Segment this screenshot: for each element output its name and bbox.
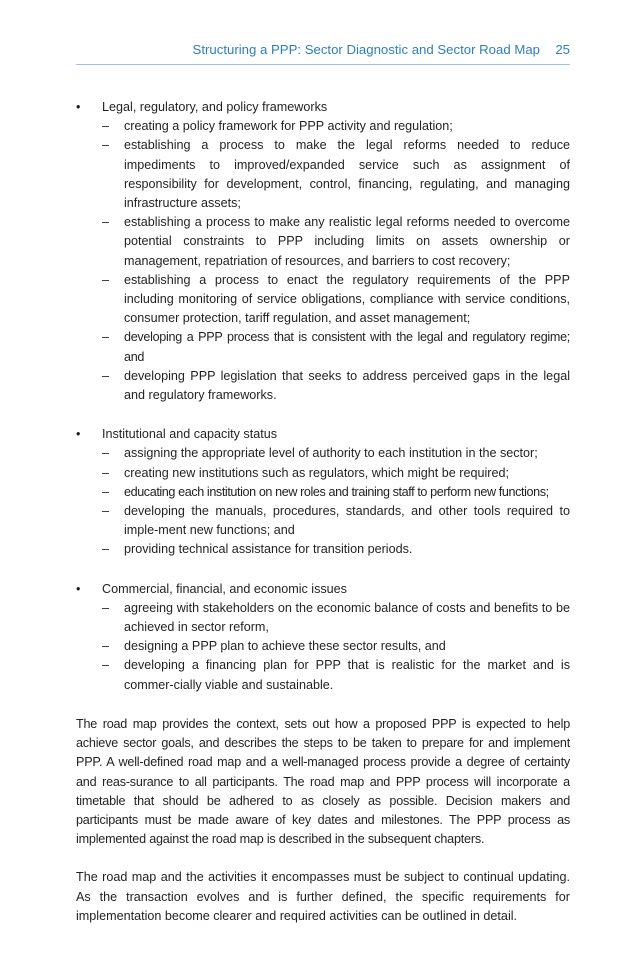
list-item — [76, 637, 570, 656]
sub-list — [76, 599, 570, 695]
dash-marker: – — [102, 484, 110, 499]
bullet-marker: • — [76, 100, 81, 114]
sub-list — [76, 444, 570, 559]
dash-marker: – — [102, 119, 110, 134]
list-item — [76, 271, 570, 329]
list-item-text: agreeing with stakeholders on the economic balance of costs and benefits to be achieved in sector reform, — [124, 600, 570, 635]
bullet-group-legal — [76, 98, 570, 405]
dash-marker: – — [102, 639, 110, 654]
list-item — [76, 656, 570, 694]
bullet-marker: • — [76, 427, 81, 442]
header-title: Structuring a PPP: Sector Diagnostic and Sector Road Map — [192, 42, 540, 57]
bullet-group-commercial — [76, 580, 570, 695]
sub-list — [76, 117, 570, 405]
header-rule — [76, 64, 570, 65]
list-item-text: establishing a process to enact the regulatory requirements of the PPP including monitoring of service obligations, compliance with service conditions, consumer protection, tariff regulation, and asset management; — [124, 272, 570, 326]
page-number: 25 — [555, 42, 570, 57]
dash-marker: – — [102, 138, 110, 153]
dash-marker: – — [102, 215, 110, 230]
list-item-text: assigning the appropriate level of authority to each institution in the sector; — [124, 446, 538, 461]
list-item-text: developing PPP legislation that seeks to address perceived gaps in the legal and regulatory frameworks. — [124, 368, 570, 403]
list-item — [76, 540, 570, 559]
list-item-text: developing a financing plan for PPP that is realistic for the market and is commer-cially viable and sustainable. — [124, 658, 570, 692]
bullet-label: Commercial, financial, and economic issues — [102, 581, 347, 596]
list-item — [76, 444, 570, 463]
dash-marker: – — [102, 542, 110, 557]
body-paragraph: The road map and the activities it encompasses must be subject to continual updating. As the transaction evolves and is further defined, the specific requirements for implementation become clearer and required activities can be outlined in detail. — [76, 870, 570, 923]
page-body — [76, 98, 570, 945]
list-item — [76, 464, 570, 483]
dash-marker: – — [102, 600, 110, 615]
list-item-text: providing technical assistance for transition periods. — [124, 542, 413, 557]
list-item-text: developing a PPP process that is consistent with the legal and regulatory regime; and — [124, 330, 570, 364]
list-item-text: creating new institutions such as regulators, which might be required; — [124, 465, 510, 480]
dash-marker: – — [102, 368, 110, 383]
dash-marker: – — [102, 465, 110, 480]
list-item — [76, 213, 570, 271]
bullet-label: Legal, regulatory, and policy frameworks — [102, 100, 328, 114]
bullet-heading — [76, 98, 570, 117]
list-item — [76, 483, 570, 502]
bullet-heading — [76, 580, 570, 599]
list-item — [76, 502, 570, 540]
list-item-text: educating each institution on new roles and training staff to perform new functions; — [124, 484, 549, 499]
bullet-heading — [76, 425, 570, 444]
list-item — [76, 367, 570, 405]
dash-marker: – — [102, 330, 110, 345]
running-header — [76, 42, 570, 66]
body-paragraph: The road map provides the context, sets out how a proposed PPP is expected to help achieve sector goals, and describes the steps to be taken to prepare for and implement PPP. A well-defined road map and a well-managed process provide a degree of certainty and reas-surance to all participants. The road map and PPP process will incorporate a timetable that should be adhered to as closely as possible. Decision makers and participants must be made aware of key dates and milestones. The PPP process as implemented against the road map is described in the subsequent chapters. — [76, 716, 570, 847]
dash-marker: – — [102, 446, 110, 461]
bullet-marker: • — [76, 581, 81, 596]
list-item-text: developing the manuals, procedures, standards, and other tools required to imple-ment new functions; and — [124, 504, 570, 538]
list-item — [76, 136, 570, 213]
list-item — [76, 599, 570, 637]
list-item-text: establishing a process to make the legal reforms needed to reduce impediments to improved/expanded service such as assignment of responsibility for development, control, financing, regulating, and managing infrastructure assets; — [124, 138, 570, 211]
list-item — [76, 117, 570, 136]
list-item — [76, 328, 570, 366]
list-item-text: establishing a process to make any realistic legal reforms needed to overcome potential constraints to PPP including limits on assets ownership or management, repatriation of resources, and barriers to cost recovery; — [124, 215, 570, 268]
list-item-text: creating a policy framework for PPP activity and regulation; — [124, 119, 453, 134]
dash-marker: – — [102, 272, 110, 287]
bullet-label: Institutional and capacity status — [102, 427, 278, 442]
dash-marker: – — [102, 658, 110, 673]
bullet-group-institutional — [76, 425, 570, 559]
dash-marker: – — [102, 504, 110, 519]
list-item-text: designing a PPP plan to achieve these sector results, and — [124, 639, 446, 654]
